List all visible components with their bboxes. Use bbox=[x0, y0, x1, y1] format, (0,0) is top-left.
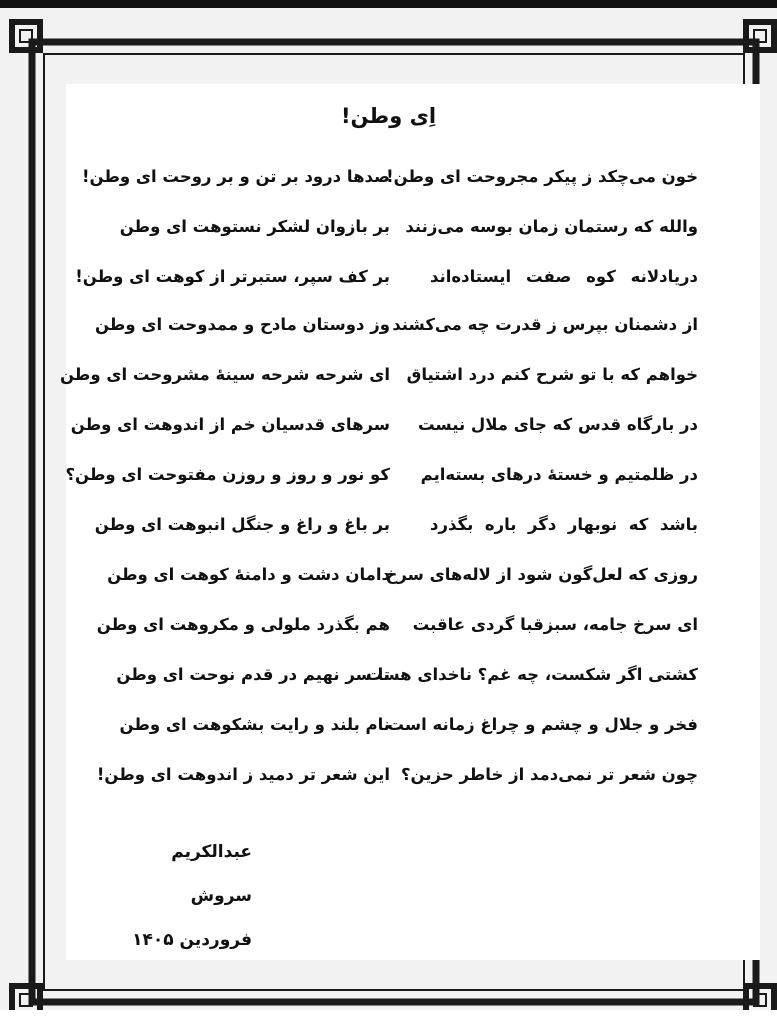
verse-right: چون شعر تر نمی‌دمد از خاطر حزین؟ bbox=[400, 765, 698, 784]
verse-left: هم بگذرد ملولی و مکروهت ای وطن bbox=[96, 615, 390, 634]
verse-right: خواهم که با تو شرح کنم درد اشتیاق bbox=[406, 365, 698, 384]
verse-right: دریادلانه کوه صفت ایستاده‌اند bbox=[430, 267, 698, 286]
verse-right: والله که رستمان زمان بوسه می‌زنند bbox=[405, 217, 698, 236]
verse-right: فخر و جلال و چشم و چراغ زمانه است bbox=[387, 715, 698, 734]
verse-left: بر باغ و راغ و جنگل انبوهت ای وطن bbox=[94, 515, 390, 534]
verse-right: از دشمنان بپرس ز قدرت چه می‌کشند bbox=[392, 315, 698, 334]
verse-left: سرهای قدسیان خم از اندوهت ای وطن bbox=[70, 415, 390, 434]
verse-left: ای شرحه شرحه سینهٔ مشروحت ای وطن bbox=[59, 365, 390, 384]
verse-left: دامان دشت و دامنهٔ کوهت ای وطن bbox=[107, 565, 390, 584]
verse-left: تا سر نهیم در قدم نوحت ای وطن bbox=[116, 665, 390, 684]
verse-right: در ظلمتیم و خستهٔ درهای بسته‌ایم bbox=[420, 465, 698, 484]
verse-right: باشد که نوبهار دگر باره بگذرد bbox=[430, 515, 698, 534]
poem-date: فروردین ۱۴۰۵ bbox=[132, 930, 252, 950]
signature-block bbox=[120, 830, 252, 962]
verse-left: بر بازوان لشکر نستوهت ای وطن bbox=[119, 217, 390, 236]
verse-left: بر کف سپر، ستبرتر از کوهت ای وطن! bbox=[75, 267, 390, 286]
poem-title: اِی وطن! bbox=[340, 104, 437, 128]
verse-right: خون می‌چکد ز پیکر مجروحت ای وطن! bbox=[386, 167, 698, 186]
verse-left: وز دوستان مادح و ممدوحت ای وطن bbox=[94, 315, 390, 334]
verse-right: در بارگاه قدس که جای ملال نیست bbox=[417, 415, 698, 434]
verse-left: صدها درود بر تن و بر روحت ای وطن! bbox=[81, 167, 390, 186]
bottom-strip bbox=[0, 1010, 777, 1024]
author-name: عبدالکریم سروش bbox=[171, 842, 252, 906]
verse-right: روزی که لعل‌گون شود از لاله‌های سرخ bbox=[385, 565, 698, 584]
verse-left: این شعر تر دمید ز اندوهت ای وطن! bbox=[96, 765, 390, 784]
verse-right: کشتی اگر شکست، چه غم؟ ناخدای هست bbox=[365, 665, 698, 684]
verse-left: نام بلند و رایت بشکوهت ای وطن bbox=[119, 715, 390, 734]
verse-left: کو نور و روز و روزن مفتوحت ای وطن؟ bbox=[65, 465, 390, 484]
verse-right: ای سرخ جامه، سبزقبا گردی عاقبت bbox=[412, 615, 698, 634]
